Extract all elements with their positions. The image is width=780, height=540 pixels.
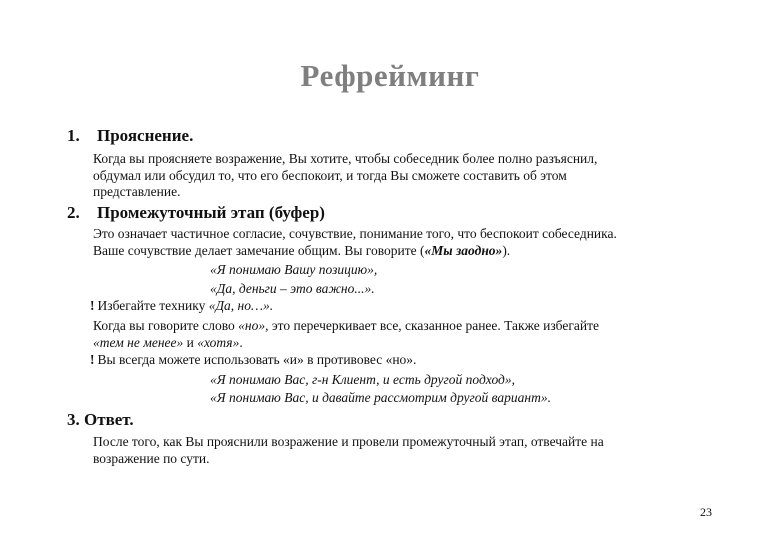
warning-note bbox=[90, 298, 273, 314]
example-quote: «Я понимаю Вас, и давайте рассмотрим другой вариант». bbox=[210, 390, 551, 405]
paragraph-line: Это означает частичное согласие, сочувствие, понимание того, что беспокоит собеседника. bbox=[93, 226, 617, 241]
paragraph-line bbox=[93, 243, 617, 260]
paragraph-line: После того, как Вы прояснили возражение и провели промежуточный этап, отвечайте на bbox=[93, 434, 604, 449]
section-2-number: 2. bbox=[67, 203, 80, 222]
text-run: и bbox=[183, 334, 198, 350]
paragraph-line: представление. bbox=[93, 184, 181, 199]
text-run: Вы всегда можете использовать «и» в противовес «но». bbox=[97, 352, 417, 367]
tip-note bbox=[90, 352, 416, 368]
example-quote: «Да, деньги – это важно...». bbox=[210, 281, 375, 296]
section-3-paragraph bbox=[93, 434, 604, 467]
emphasized-quote: «но» bbox=[238, 318, 266, 333]
text-run: . bbox=[239, 334, 243, 350]
section-1-heading bbox=[67, 126, 193, 146]
text-run: Избегайте технику bbox=[97, 298, 209, 313]
section-1-number: 1. bbox=[67, 126, 80, 145]
section-3-heading: 3. Ответ. bbox=[67, 410, 134, 429]
section-1-paragraph bbox=[93, 151, 597, 201]
exclamation-icon: ! bbox=[90, 352, 95, 367]
example-quote: «Я понимаю Вас, г-н Клиент, и есть другой подход», bbox=[210, 372, 515, 387]
slide-title: Рефрейминг bbox=[300, 58, 480, 93]
text-run: , это перечеркивает все, сказанное ранее. Также избегайте bbox=[265, 318, 600, 333]
example-quote: «Я понимаю Вашу позицию», bbox=[210, 262, 378, 277]
section-2-title: Промежуточный этап (буфер) bbox=[97, 203, 325, 222]
text-run: Когда вы говорите слово bbox=[93, 318, 239, 333]
section-2-heading bbox=[67, 203, 325, 223]
text-run: ). bbox=[502, 242, 511, 258]
emphasized-quote: «Да, но…». bbox=[208, 298, 274, 313]
paragraph-line: обдумал или обсудил то, что его беспокоит, и тогда Вы сможете составить об этом bbox=[93, 167, 567, 183]
emphasized-quote: «хотя» bbox=[197, 334, 240, 350]
paragraph-line: Когда вы проясняете возражение, Вы хотите, чтобы собеседник более полно разъяснил, bbox=[93, 151, 598, 166]
page-number: 23 bbox=[700, 505, 712, 519]
section-1-title: Прояснение. bbox=[97, 126, 194, 145]
paragraph-line: возражение по сути. bbox=[93, 450, 210, 466]
exclamation-icon: ! bbox=[90, 298, 95, 313]
text-run: Ваше сочувствие делает замечание общим. Вы говорите ( bbox=[93, 242, 425, 258]
paragraph-line bbox=[93, 335, 599, 352]
emphasized-quote: «Мы заодно» bbox=[424, 242, 503, 258]
emphasized-quote: «тем не менее» bbox=[93, 334, 184, 350]
section-2-paragraph bbox=[93, 226, 617, 259]
note-paragraph bbox=[93, 318, 599, 351]
paragraph-line bbox=[93, 318, 599, 335]
